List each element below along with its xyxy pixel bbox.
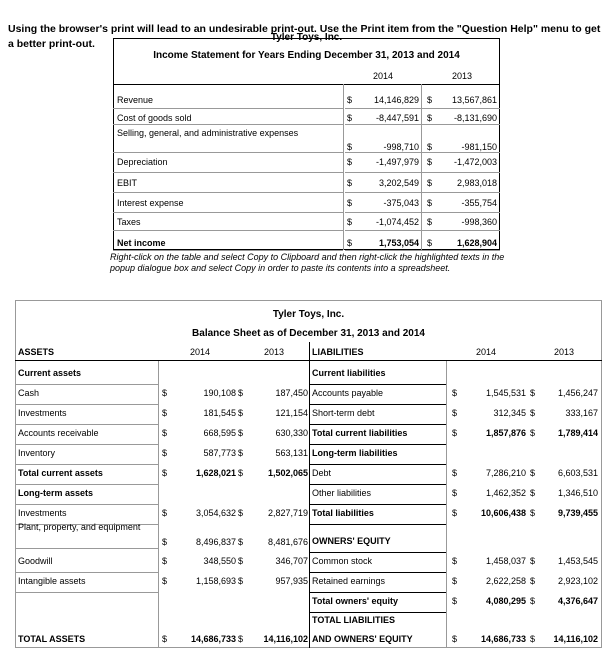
asset-dollar-2: $ [238, 537, 244, 547]
income-row-label: Selling, general, and administrative expenses [117, 128, 299, 138]
liab-dollar-1: $ [452, 388, 458, 398]
asset-value-2014: 190,108 [203, 388, 236, 398]
asset-dollar-2: $ [238, 576, 244, 586]
income-dollar-2: $ [427, 198, 433, 208]
asset-value-2014: 668,595 [203, 428, 236, 438]
income-value-2014: 3,202,549 [378, 178, 419, 188]
total-le-2013: 14,116,102 [553, 634, 598, 644]
liab-row-label: Total current liabilities [312, 428, 408, 438]
liab-row-label: Debt [312, 468, 332, 478]
total-le-dollar-2: $ [530, 634, 536, 644]
liab-row-line [309, 484, 446, 485]
asset-row-label: Investments [18, 508, 67, 518]
income-value-2013: 2,983,018 [456, 178, 497, 188]
liab-row-label: Common stock [312, 556, 373, 566]
income-row-line [345, 192, 500, 193]
liab-dollar-1: $ [452, 488, 458, 498]
income-year-1: 2014 [372, 71, 394, 81]
liab-row-label: Current liabilities [312, 368, 386, 378]
asset-value-2014: 1,158,693 [195, 576, 236, 586]
income-row-label: EBIT [117, 178, 138, 188]
income-value-2013: -981,150 [461, 142, 497, 152]
income-dollar-1: $ [347, 217, 353, 227]
liab-value-2014: 1,857,876 [485, 428, 526, 438]
asset-row-label: Goodwill [18, 556, 53, 566]
income-value-2014: -375,043 [383, 198, 419, 208]
liab-value-col-line [446, 361, 447, 648]
liab-row-line [309, 552, 446, 553]
income-row-line [345, 212, 500, 213]
assets-year-1: 2014 [189, 347, 211, 357]
liab-value-2014: 1,462,352 [485, 488, 526, 498]
income-row-line [113, 108, 343, 109]
income-col-line [421, 84, 422, 250]
asset-value-2014: 1,628,021 [195, 468, 236, 478]
income-divider [113, 84, 500, 85]
income-dollar-1: $ [347, 113, 353, 123]
asset-row-label: Long-term assets [18, 488, 94, 498]
liab-dollar-1: $ [452, 508, 458, 518]
income-value-2013: -8,131,690 [453, 113, 497, 123]
liab-row-line [309, 464, 446, 465]
asset-row-line [15, 504, 158, 505]
total-le-dollar-1: $ [452, 634, 458, 644]
asset-row-line [15, 484, 158, 485]
income-row-line [113, 152, 343, 153]
income-value-2014: 14,146,829 [373, 95, 419, 105]
income-value-2013: 13,567,861 [451, 95, 497, 105]
income-dollar-2: $ [427, 95, 433, 105]
asset-value-2013: 187,450 [275, 388, 308, 398]
income-row-line [113, 230, 343, 231]
liab-value-2014: 10,606,438 [480, 508, 526, 518]
asset-value-2014: 348,550 [203, 556, 236, 566]
total-assets-dollar-1: $ [162, 634, 168, 644]
asset-value-2014: 587,773 [203, 448, 236, 458]
asset-dollar-1: $ [162, 556, 168, 566]
liab-row-line [309, 384, 446, 385]
income-dollar-1: $ [347, 178, 353, 188]
balance-company: Tyler Toys, Inc. [272, 309, 345, 320]
income-dollar-1: $ [347, 95, 353, 105]
asset-row-line [15, 464, 158, 465]
asset-dollar-2: $ [238, 448, 244, 458]
asset-col-line [158, 361, 159, 648]
liab-row-line [309, 592, 446, 593]
liab-value-2014: 7,286,210 [485, 468, 526, 478]
liabilities-header: LIABILITIES [312, 347, 364, 357]
liab-value-2013: 4,376,647 [557, 596, 598, 606]
income-dollar-2: $ [427, 113, 433, 123]
asset-dollar-1: $ [162, 537, 168, 547]
asset-row-line [15, 384, 158, 385]
income-row-line [345, 108, 500, 109]
liab-value-2013: 1,453,545 [557, 556, 598, 566]
asset-row-line [15, 592, 158, 593]
liab-dollar-1: $ [452, 576, 458, 586]
total-le-2014: 14,686,733 [480, 634, 526, 644]
liab-value-2013: 6,603,531 [557, 468, 598, 478]
income-row-line [345, 152, 500, 153]
asset-dollar-2: $ [238, 408, 244, 418]
income-value-2014: 1,753,054 [378, 238, 419, 248]
income-dollar-2: $ [427, 157, 433, 167]
asset-row-line [15, 404, 158, 405]
asset-dollar-1: $ [162, 388, 168, 398]
liab-row-line [309, 504, 446, 505]
income-value-2013: -998,360 [461, 217, 497, 227]
income-row-label: Revenue [117, 95, 154, 105]
liab-col-line [309, 361, 310, 648]
liab-dollar-2: $ [530, 576, 536, 586]
asset-row-line [15, 424, 158, 425]
liab-row-line [309, 444, 446, 445]
asset-value-2013: 346,707 [275, 556, 308, 566]
asset-dollar-1: $ [162, 428, 168, 438]
asset-dollar-2: $ [238, 388, 244, 398]
asset-value-2014: 8,496,837 [195, 537, 236, 547]
asset-row-label: Current assets [18, 368, 82, 378]
income-company: Tyler Toys, Inc. [270, 32, 343, 43]
asset-dollar-2: $ [238, 556, 244, 566]
income-row-line [345, 172, 500, 173]
liab-year-1: 2014 [475, 347, 497, 357]
liab-value-2014: 4,080,295 [485, 596, 526, 606]
liab-dollar-2: $ [530, 388, 536, 398]
income-row-line [345, 124, 500, 125]
asset-value-2014: 181,545 [203, 408, 236, 418]
income-value-2014: -8,447,591 [375, 113, 419, 123]
total-le-label-1: TOTAL LIABILITIES [312, 615, 395, 625]
income-value-2014: -1,497,979 [375, 157, 419, 167]
liab-dollar-1: $ [452, 556, 458, 566]
asset-row-label: Investments [18, 408, 67, 418]
income-value-2014: -1,074,452 [375, 217, 419, 227]
liab-dollar-1: $ [452, 596, 458, 606]
income-row-line [113, 172, 343, 173]
asset-row-label: Cash [18, 388, 40, 398]
liab-dollar-1: $ [452, 428, 458, 438]
income-dollar-1: $ [347, 157, 353, 167]
total-assets-2013: 14,116,102 [263, 634, 308, 644]
income-row-label: Cost of goods sold [117, 113, 192, 123]
asset-dollar-2: $ [238, 428, 244, 438]
income-col-line [343, 84, 344, 250]
asset-dollar-1: $ [162, 468, 168, 478]
asset-row-line [15, 444, 158, 445]
liab-dollar-2: $ [530, 468, 536, 478]
liab-dollar-2: $ [530, 556, 536, 566]
liab-dollar-2: $ [530, 488, 536, 498]
liab-year-2: 2013 [553, 347, 575, 357]
liab-row-line [309, 572, 446, 573]
asset-row-line [15, 548, 158, 549]
liab-value-2014: 1,545,531 [485, 388, 526, 398]
balance-title: Balance Sheet as of December 31, 2013 and 2014 [192, 328, 425, 339]
copy-instructions: Right-click on the table and select Copy to Clipboard and then right-click the highlighted texts in the popup dialogue box and select Copy in order to paste its contents into a spreadsheet. [110, 252, 505, 273]
asset-value-2013: 1,502,065 [267, 468, 308, 478]
liab-row-label: OWNERS' EQUITY [312, 536, 391, 546]
asset-value-2013: 2,827,719 [267, 508, 308, 518]
asset-row-line [15, 572, 158, 573]
asset-dollar-1: $ [162, 408, 168, 418]
liab-row-line [309, 424, 446, 425]
asset-value-2013: 630,330 [275, 428, 308, 438]
total-assets-label: TOTAL ASSETS [18, 634, 86, 644]
liab-value-2013: 2,923,102 [557, 576, 598, 586]
income-dollar-2: $ [427, 142, 433, 152]
liab-value-2014: 1,458,037 [485, 556, 526, 566]
income-row-line [345, 230, 500, 231]
asset-dollar-1: $ [162, 576, 168, 586]
income-value-2014: -998,710 [383, 142, 419, 152]
income-dollar-1: $ [347, 198, 353, 208]
asset-dollar-1: $ [162, 448, 168, 458]
liab-dollar-1: $ [452, 468, 458, 478]
liab-value-2013: 1,346,510 [557, 488, 598, 498]
liab-value-2013: 1,456,247 [557, 388, 598, 398]
liab-row-line [309, 404, 446, 405]
income-row-label: Depreciation [117, 157, 168, 167]
liab-row-label: Long-term liabilities [312, 448, 398, 458]
liab-header-tick [309, 342, 310, 361]
liab-row-line [309, 524, 446, 525]
liab-value-2013: 1,789,414 [557, 428, 598, 438]
asset-row-label: Inventory [18, 448, 56, 458]
total-assets-dollar-2: $ [238, 634, 244, 644]
liab-dollar-2: $ [530, 596, 536, 606]
income-year-2: 2013 [451, 71, 473, 81]
liab-value-2013: 333,167 [565, 408, 598, 418]
assets-header: ASSETS [18, 347, 55, 357]
income-value-2013: -1,472,003 [453, 157, 497, 167]
asset-value-2013: 563,131 [275, 448, 308, 458]
liab-dollar-2: $ [530, 508, 536, 518]
income-value-2013: 1,628,904 [456, 238, 497, 248]
income-value-2013: -355,754 [461, 198, 497, 208]
income-dollar-2: $ [427, 217, 433, 227]
liab-value-2014: 312,345 [493, 408, 526, 418]
liab-value-2014: 2,622,258 [485, 576, 526, 586]
income-row-line [113, 124, 343, 125]
asset-row-label: Accounts receivable [18, 428, 99, 438]
asset-row-label: Total current assets [18, 468, 103, 478]
liab-dollar-1: $ [452, 408, 458, 418]
asset-value-2014: 3,054,632 [195, 508, 236, 518]
income-dollar-2: $ [427, 178, 433, 188]
income-dollar-1: $ [347, 142, 353, 152]
liab-row-label: Total owners' equity [312, 596, 398, 606]
income-row-label: Taxes [117, 217, 141, 227]
asset-dollar-2: $ [238, 468, 244, 478]
asset-dollar-1: $ [162, 508, 168, 518]
total-le-label-2: AND OWNERS' EQUITY [312, 634, 413, 644]
liab-row-label: Short-term debt [312, 408, 375, 418]
assets-year-2: 2013 [263, 347, 285, 357]
income-title: Income Statement for Years Ending December 31, 2013 and 2014 [153, 50, 460, 61]
income-dollar-2: $ [427, 238, 433, 248]
asset-value-2013: 8,481,676 [267, 537, 308, 547]
liab-value-2013: 9,739,455 [557, 508, 598, 518]
income-row-label: Net income [117, 238, 166, 248]
asset-value-2013: 121,154 [275, 408, 308, 418]
print-notice: Using the browser's print will lead to an undesirable print-out. Use the Print item from the "Question Help" menu to get a better print-out. [8, 23, 601, 50]
income-row-line [113, 192, 343, 193]
asset-dollar-2: $ [238, 508, 244, 518]
liab-row-label: Accounts payable [312, 388, 384, 398]
income-row-line [345, 250, 500, 251]
liab-row-label: Other liabilities [312, 488, 372, 498]
asset-value-2013: 957,935 [275, 576, 308, 586]
liab-dollar-2: $ [530, 408, 536, 418]
liab-row-line [309, 612, 446, 613]
liab-dollar-2: $ [530, 428, 536, 438]
liab-row-label: Retained earnings [312, 576, 386, 586]
asset-row-label: Intangible assets [18, 576, 86, 586]
total-assets-2014: 14,686,733 [190, 634, 236, 644]
income-row-line [113, 212, 343, 213]
income-row-line [113, 250, 343, 251]
asset-row-label: Plant, property, and equipment [18, 522, 141, 532]
income-dollar-1: $ [347, 238, 353, 248]
liab-row-label: Total liabilities [312, 508, 374, 518]
income-row-label: Interest expense [117, 198, 184, 208]
